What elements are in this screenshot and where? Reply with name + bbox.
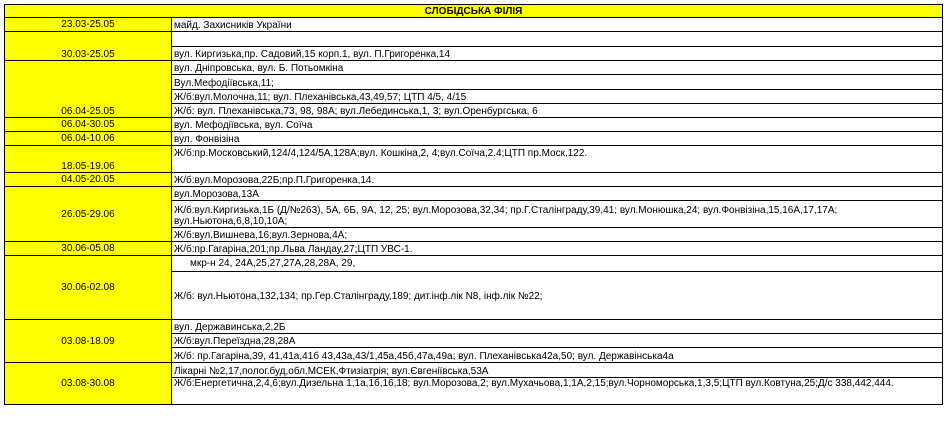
address-cell: Ж/б:Енергетична,2,4,6;вул.Дизельна 1,1а,1б,16,18; вул.Морозова,2; вул.Мухачьова,1,1А,2,15;вул.Чорноморська,1,3,5;ЦТП вул.Ковтуна,25;Д/с 338,442,444.: [172, 378, 943, 405]
period-cell: 04.05-20.05: [5, 173, 172, 187]
address-cell: Ж/б:вул.Морозова,22Б;пр.П.Григоренка,14.: [172, 173, 943, 187]
schedule-table: [4, 4, 943, 405]
period-cell: 03.08-18.09: [5, 320, 172, 363]
branch-header: СЛОБІДСЬКА ФІЛІЯ: [5, 5, 943, 18]
period-cell: 26.05-29.06: [5, 187, 172, 242]
period-cell: 06.04-30.05: [5, 118, 172, 132]
address-cell: [172, 32, 943, 47]
address-cell: Ж/б:вул.Молочна,11; вул. Плеханівська,43,49,57; ЦТП 4/5, 4/15: [172, 90, 943, 104]
address-cell: Лікарні №2,17,полог.буд,обл.МСЕК,Фтизіатрія; вул.Євгеніївська,53А: [172, 363, 943, 378]
period-cell: 30.06-02.08: [5, 256, 172, 320]
period-cell: 06.04-10.06: [5, 132, 172, 146]
address-cell: Ж/б:пр.Московський,124/4,124/5А,128А;вул. Кошкіна,2, 4;вул.Соїча,2.4;ЦТП пр.Моск,122.: [172, 146, 943, 173]
address-cell: мкр-н 24, 24А,25,27,27А,28,28А, 29,: [172, 256, 943, 272]
address-cell: вул. Мефодіївська, вул. Соїча: [172, 118, 943, 132]
address-cell: Ж/б:вул.Переїздна,28,28А: [172, 334, 943, 348]
period-cell: 03.08-30.08: [5, 363, 172, 405]
address-cell: вул.Морозова,13А: [172, 187, 943, 201]
period-cell: 30.06-05.08: [5, 242, 172, 256]
address-cell: вул. Киргизька,пр. Садовий,15 корп.1, вул. П.Григоренка,14: [172, 47, 943, 61]
address-cell: Ж/б:вул.Вишнева,16;вул.Зернова,4А;: [172, 228, 943, 242]
address-cell: Ж/б: вул. Плеханівська,73, 98, 98А; вул.Лебединська,1, 3; вул.Оренбургська, 6: [172, 104, 943, 118]
address-cell: майд. Захисників України: [172, 18, 943, 32]
period-cell: 18.05-19.06: [5, 146, 172, 173]
address-cell: вул. Фонвізіна: [172, 132, 943, 146]
address-cell: Ж/б:вул.Киргизька,1Б (Д/№263), 5А, 6Б, 9А, 12, 25; вул.Морозова,32,34; пр.Г.Сталінграду,39,41; вул.Монюшка,24; вул.Фонвізіна,15,16А,17,17А; вул.Ньютона,6,8,10,10А;: [172, 201, 943, 228]
period-cell: 06.04-25.05: [5, 61, 172, 118]
address-cell: Вул.Мефодіївська,11;: [172, 75, 943, 90]
address-cell: Ж/б:пр.Гагаріна,201;пр.Льва Ландау,27;ЦТП УВС-1.: [172, 242, 943, 256]
address-cell: вул. Дніпровська, вул. Б. Потьомкіна: [172, 61, 943, 75]
period-cell: 30.03-25.05: [5, 32, 172, 61]
address-cell: вул. Державинська,2,2Б: [172, 320, 943, 334]
period-cell: 23.03-25.05: [5, 18, 172, 32]
address-cell: Ж/б: вул.Ньютона,132,134; пр.Гер.Сталінграду,189; дит.інф.лік N8, інф.лік №22;: [172, 272, 943, 320]
address-cell: Ж/б: пр.Гагаріна,39, 41,41а,41б 43,43а,43/1,45а,45б,47а,49а; вул. Плеханівська42а,50; вул. Державінська4а: [172, 348, 943, 363]
